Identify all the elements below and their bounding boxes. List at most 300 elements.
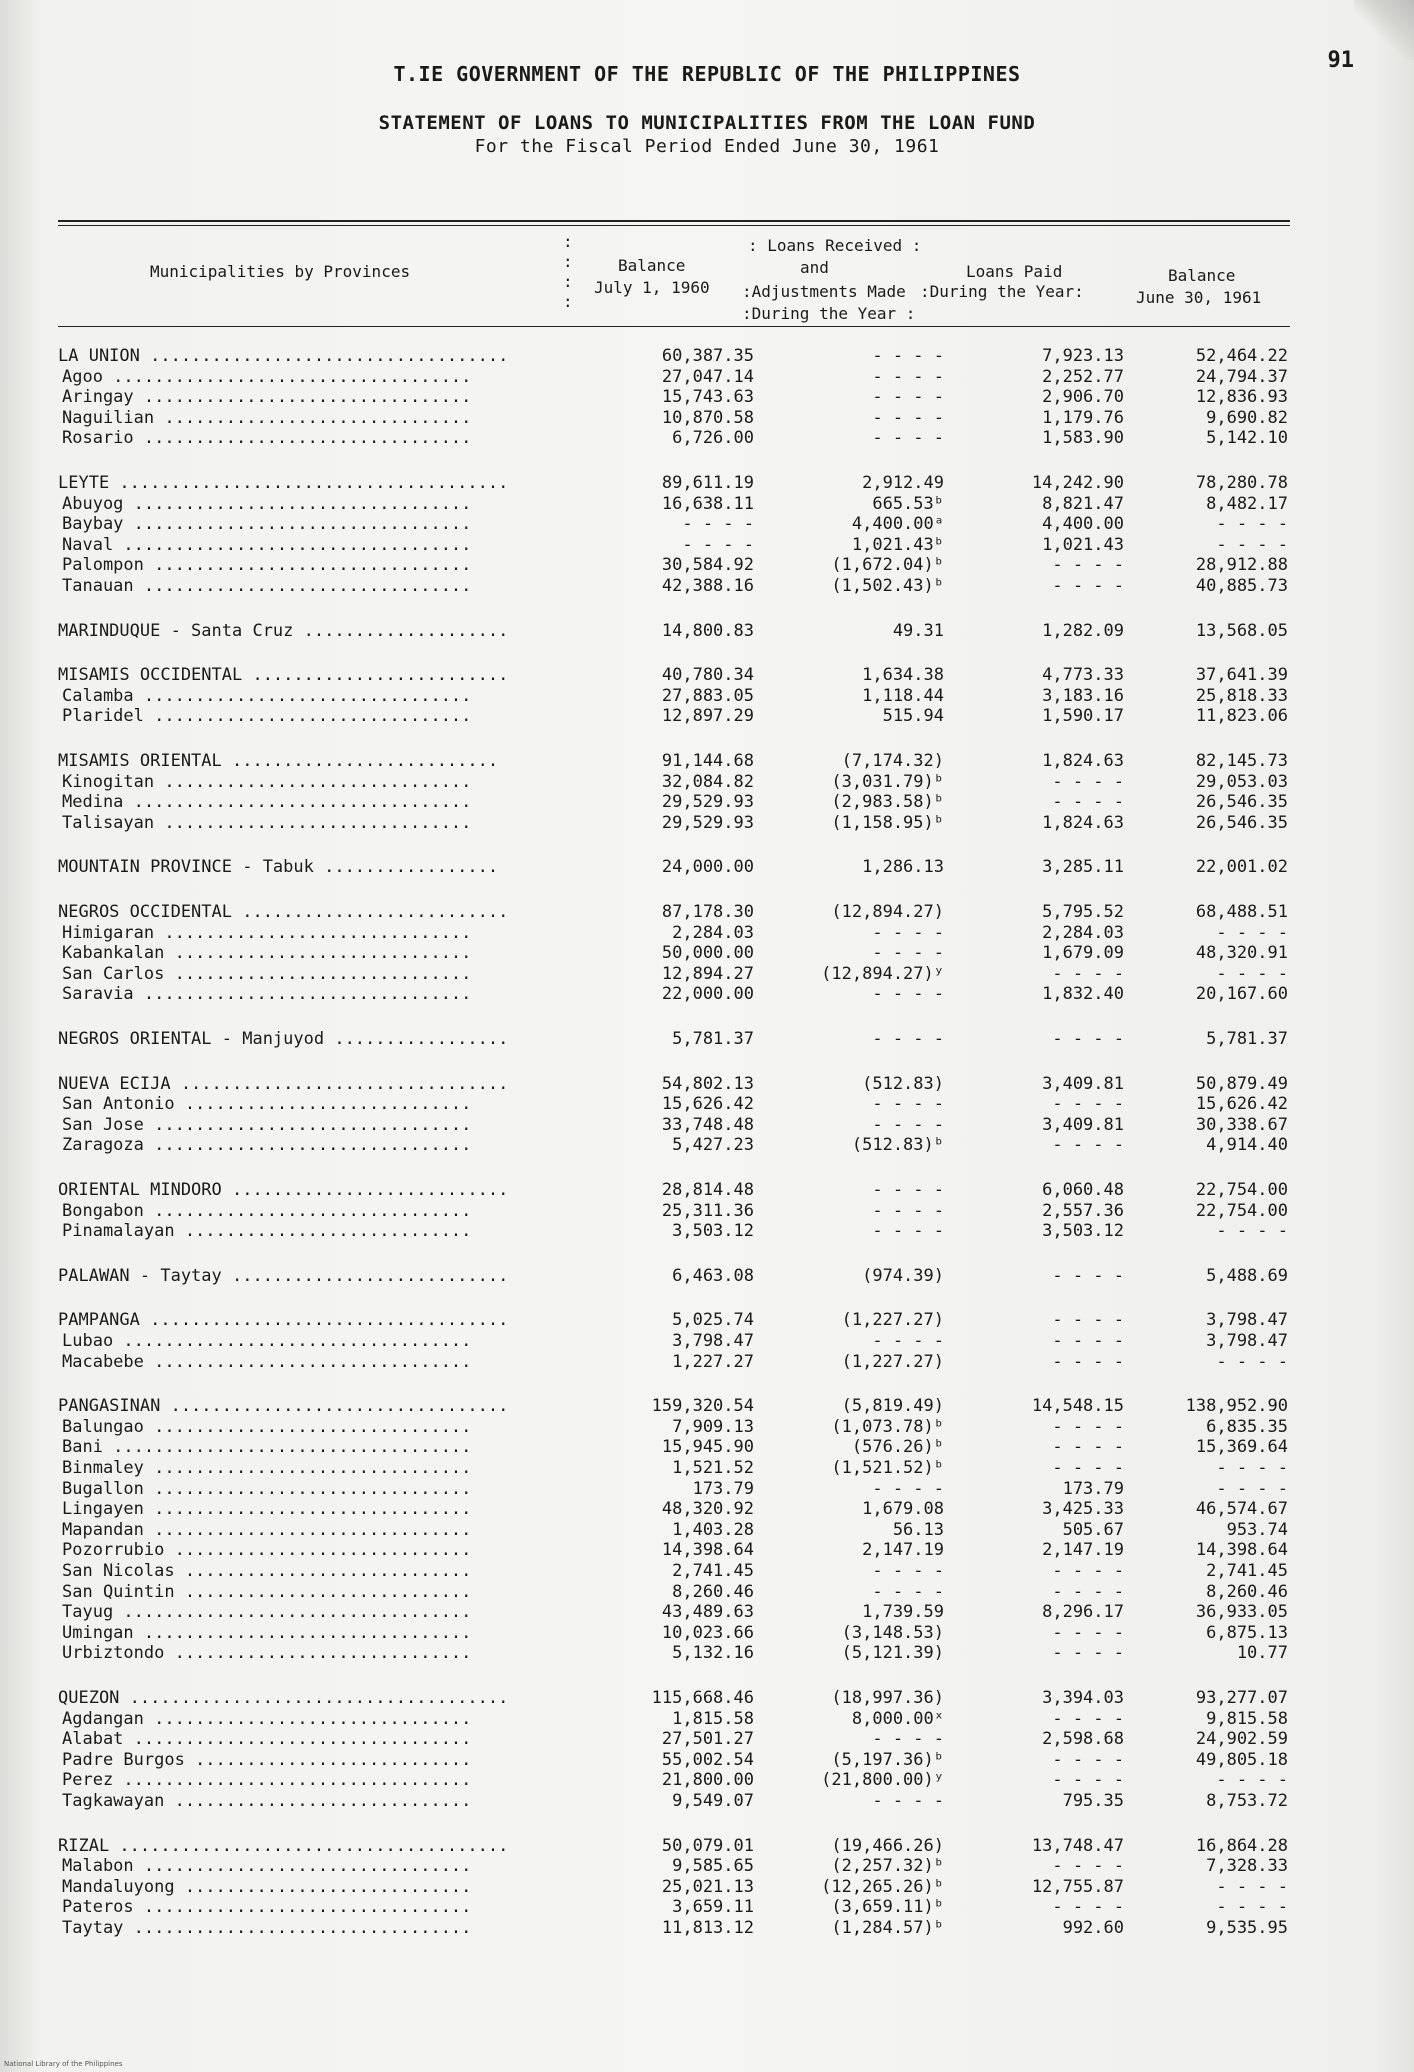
municipality-name: San Nicolas ............................ (62, 1561, 472, 1581)
loans-received-adjustments: - - - - (872, 346, 944, 366)
municipality-row (0, 1856, 1414, 1876)
loans-paid: - - - - (1052, 1458, 1124, 1478)
balance-june-1961: - - - - (1216, 922, 1288, 943)
municipality-row (0, 813, 1414, 833)
loans-received-adjustments: - - - - (872, 922, 944, 943)
balance-july-1960: 7,909.13 (672, 1416, 754, 1437)
loans-received-adjustments: - - - - (872, 366, 944, 387)
loans-paid: - - - - (1052, 576, 1124, 596)
balance-june-1961: 29,053.03 (1195, 771, 1288, 792)
loans-paid: - - - - (1052, 963, 1124, 984)
municipality-name: Saravia ................................ (62, 984, 472, 1005)
loans-paid: 4,400.00 (1042, 514, 1124, 535)
balance-july-1960: 12,897.29 (661, 706, 754, 727)
balance-july-1960: - - - - (682, 514, 754, 535)
loans-paid: 13,748.47 (1031, 1835, 1124, 1856)
balance-july-1960: 27,047.14 (661, 366, 754, 387)
balance-june-1961: 78,280.78 (1195, 473, 1288, 493)
balance-july-1960: 5,781.37 (672, 1029, 754, 1049)
municipality-name: NEGROS OCCIDENTAL .......................... (58, 902, 509, 922)
balance-june-1961: - - - - (1216, 1478, 1288, 1499)
province-row (0, 665, 1414, 685)
balance-july-1960: 115,668.46 (651, 1688, 754, 1708)
header-loans-received-and: and (800, 258, 829, 277)
loans-received-adjustments: 515.94 (882, 706, 944, 727)
loans-received-adjustments: (19,466.26) (831, 1835, 944, 1856)
loans-paid: 795.35 (1062, 1791, 1124, 1811)
balance-june-1961: 6,835.35 (1206, 1416, 1288, 1437)
balance-july-1960: 48,320.92 (661, 1499, 754, 1520)
balance-june-1961: 953.74 (1226, 1519, 1288, 1540)
balance-july-1960: 15,743.63 (661, 387, 754, 408)
municipality-name: San Antonio ............................ (62, 1094, 472, 1115)
municipality-row (0, 367, 1414, 387)
header-separator: : : : : (563, 232, 573, 311)
balance-june-1961: 2,741.45 (1206, 1561, 1288, 1581)
balance-june-1961: 138,952.90 (1185, 1396, 1288, 1417)
balance-june-1961: 46,574.67 (1195, 1499, 1288, 1520)
balance-june-1961: 3,798.47 (1206, 1310, 1288, 1331)
balance-june-1961: 20,167.60 (1195, 984, 1288, 1005)
balance-june-1961: - - - - (1216, 1770, 1288, 1791)
municipality-row (0, 1709, 1414, 1729)
municipality-name: Rosario ................................ (62, 428, 472, 449)
balance-june-1961: 7,328.33 (1206, 1856, 1288, 1877)
balance-june-1961: 22,754.00 (1195, 1200, 1288, 1221)
municipality-name: NUEVA ECIJA ................................ (58, 1073, 509, 1094)
municipality-name: Pozorrubio ............................. (62, 1540, 472, 1561)
municipality-name: Zaragoza ............................... (62, 1135, 472, 1156)
municipality-row (0, 1201, 1414, 1221)
loans-paid: - - - - (1052, 1094, 1124, 1115)
balance-july-1960: 3,798.47 (672, 1331, 754, 1351)
municipality-name: Plaridel ............................... (62, 706, 472, 727)
loans-received-adjustments: 4,400.00ᵃ (851, 514, 944, 535)
municipality-name: Macabebe ............................... (62, 1351, 472, 1372)
municipality-row (0, 1897, 1414, 1917)
loans-received-adjustments: (3,148.53) (841, 1622, 944, 1643)
balance-july-1960: 16,638.11 (661, 493, 754, 514)
municipality-row (0, 1750, 1414, 1770)
loans-received-adjustments: - - - - (872, 407, 944, 428)
loans-paid: 5,795.52 (1042, 902, 1124, 922)
loans-received-adjustments: (1,227.27) (841, 1351, 944, 1372)
loans-received-adjustments: (974.39) (862, 1265, 944, 1286)
loans-received-adjustments: (1,158.95)ᵇ (831, 812, 944, 833)
loans-received-adjustments: (512.83)ᵇ (851, 1135, 944, 1156)
municipality-row (0, 1135, 1414, 1155)
municipality-name: Himigaran .............................. (62, 922, 472, 943)
document-title: T.IE GOVERNMENT OF THE REPUBLIC OF THE PHILIPPINES (393, 62, 1021, 86)
municipality-name: Pateros ................................ (62, 1897, 472, 1918)
loans-received-adjustments: - - - - (872, 1478, 944, 1499)
balance-july-1960: 40,780.34 (661, 665, 754, 686)
municipality-row (0, 1602, 1414, 1622)
municipality-name: Baybay ................................. (62, 514, 472, 535)
balance-june-1961: 30,338.67 (1195, 1114, 1288, 1135)
balance-june-1961: 11,823.06 (1195, 706, 1288, 727)
header-during-year: :During the Year : (742, 304, 916, 323)
municipality-name: San Quintin ............................ (62, 1581, 472, 1602)
balance-june-1961: - - - - (1216, 1458, 1288, 1478)
balance-july-1960: 25,021.13 (661, 1876, 754, 1897)
loans-paid: - - - - (1052, 1897, 1124, 1918)
balance-july-1960: - - - - (682, 534, 754, 555)
loans-paid: 4,773.33 (1042, 665, 1124, 686)
municipality-row (0, 1221, 1414, 1241)
loans-received-adjustments: 1,286.13 (862, 857, 944, 878)
balance-july-1960: 15,945.90 (661, 1437, 754, 1458)
balance-june-1961: 15,369.64 (1195, 1437, 1288, 1458)
loans-received-adjustments: (12,894.27) (831, 902, 944, 922)
page-number: 91 (1327, 48, 1354, 73)
municipality-name: PALAWAN - Taytay ........................... (58, 1265, 509, 1286)
balance-july-1960: 12,894.27 (661, 963, 754, 984)
municipality-row (0, 1540, 1414, 1560)
municipality-row (0, 1115, 1414, 1135)
balance-june-1961: - - - - (1216, 963, 1288, 984)
balance-july-1960: 60,387.35 (661, 346, 754, 366)
municipality-row (0, 1437, 1414, 1457)
loans-received-adjustments: 665.53ᵇ (872, 493, 944, 514)
loans-paid: 2,557.36 (1042, 1200, 1124, 1221)
balance-june-1961: 10.77 (1236, 1643, 1288, 1664)
municipality-name: Bani ................................... (62, 1437, 472, 1458)
balance-june-1961: 36,933.05 (1195, 1602, 1288, 1623)
municipality-row (0, 923, 1414, 943)
loans-received-adjustments: (5,819.49) (841, 1396, 944, 1417)
balance-june-1961: - - - - (1216, 514, 1288, 535)
balance-july-1960: 1,227.27 (672, 1351, 754, 1372)
header-top-rule (58, 220, 1290, 222)
municipality-name: Naguilian .............................. (62, 407, 472, 428)
loans-paid: 2,252.77 (1042, 366, 1124, 387)
balance-june-1961: 82,145.73 (1195, 751, 1288, 771)
loans-received-adjustments: (512.83) (862, 1073, 944, 1094)
balance-july-1960: 91,144.68 (661, 751, 754, 771)
municipality-name: PAMPANGA ................................... (58, 1310, 509, 1331)
balance-june-1961: 13,568.05 (1195, 620, 1288, 641)
municipality-name: Calamba ................................ (62, 685, 472, 706)
loans-received-adjustments: (2,983.58)ᵇ (831, 792, 944, 813)
balance-july-1960: 43,489.63 (661, 1602, 754, 1623)
loans-received-adjustments: - - - - (872, 1729, 944, 1750)
loans-received-adjustments: (3,031.79)ᵇ (831, 771, 944, 792)
municipality-row (0, 535, 1414, 555)
balance-july-1960: 2,741.45 (672, 1561, 754, 1581)
province-row (0, 346, 1414, 366)
balance-june-1961: - - - - (1216, 1876, 1288, 1897)
municipality-row (0, 943, 1414, 963)
header-loans-received: : Loans Received : (748, 236, 922, 255)
loans-received-adjustments: (12,894.27)ʸ (821, 963, 944, 984)
loans-paid: - - - - (1052, 1561, 1124, 1581)
province-row (0, 1836, 1414, 1856)
loans-received-adjustments: - - - - (872, 1200, 944, 1221)
balance-july-1960: 14,398.64 (661, 1540, 754, 1561)
balance-july-1960: 3,659.11 (672, 1897, 754, 1918)
balance-july-1960: 5,025.74 (672, 1310, 754, 1331)
loans-received-adjustments: (1,073.78)ᵇ (831, 1416, 944, 1437)
loans-paid: - - - - (1052, 1770, 1124, 1791)
municipality-row (0, 514, 1414, 534)
municipality-name: Umingan ................................ (62, 1622, 472, 1643)
loans-paid: - - - - (1052, 1437, 1124, 1458)
balance-june-1961: 24,794.37 (1195, 366, 1288, 387)
municipality-name: MISAMIS ORIENTAL .......................... (58, 751, 499, 771)
loans-paid: 12,755.87 (1031, 1876, 1124, 1897)
loans-received-adjustments: 2,912.49 (862, 473, 944, 493)
municipality-name: Aringay ................................ (62, 387, 472, 408)
municipality-name: Bugallon ............................... (62, 1478, 472, 1499)
loans-paid: 3,394.03 (1042, 1688, 1124, 1708)
province-row (0, 1310, 1414, 1330)
loans-received-adjustments: (12,265.26)ᵇ (821, 1876, 944, 1897)
balance-july-1960: 21,800.00 (661, 1770, 754, 1791)
loans-paid: 2,284.03 (1042, 922, 1124, 943)
balance-july-1960: 159,320.54 (651, 1396, 754, 1417)
loans-paid: 3,503.12 (1042, 1221, 1124, 1242)
province-row (0, 1688, 1414, 1708)
municipality-name: San Jose ............................... (62, 1114, 472, 1135)
loans-received-adjustments: 56.13 (892, 1519, 944, 1540)
loans-received-adjustments: 2,147.19 (862, 1540, 944, 1561)
header-top-rule-thin (58, 225, 1290, 226)
municipality-name: Lubao .................................. (62, 1331, 472, 1351)
loans-received-adjustments: 1,739.59 (862, 1602, 944, 1623)
loans-paid: 3,425.33 (1042, 1499, 1124, 1520)
loans-paid: - - - - (1052, 771, 1124, 792)
loans-received-adjustments: 8,000.00ˣ (851, 1708, 944, 1729)
balance-july-1960: 27,883.05 (661, 685, 754, 706)
balance-june-1961: 37,641.39 (1195, 665, 1288, 686)
loans-paid: - - - - (1052, 1708, 1124, 1729)
municipality-name: RIZAL ...................................... (58, 1835, 509, 1856)
loans-received-adjustments: - - - - (872, 984, 944, 1005)
loans-paid: - - - - (1052, 1029, 1124, 1049)
municipality-name: Tayug .................................. (62, 1602, 472, 1623)
province-row (0, 902, 1414, 922)
loans-received-adjustments: (1,227.27) (841, 1310, 944, 1331)
loans-received-adjustments: (1,521.52)ᵇ (831, 1458, 944, 1478)
balance-july-1960: 29,529.93 (661, 812, 754, 833)
loans-received-adjustments: 1,021.43ᵇ (851, 534, 944, 555)
municipality-name: Mapandan ............................... (62, 1519, 472, 1540)
balance-july-1960: 5,132.16 (672, 1643, 754, 1664)
loans-paid: 505.67 (1062, 1519, 1124, 1540)
loans-paid: - - - - (1052, 1856, 1124, 1877)
loans-received-adjustments: (2,257.32)ᵇ (831, 1856, 944, 1877)
balance-july-1960: 22,000.00 (661, 984, 754, 1005)
loans-paid: 1,824.63 (1042, 751, 1124, 771)
province-row (0, 473, 1414, 493)
province-row (0, 1266, 1414, 1286)
municipality-row (0, 494, 1414, 514)
loans-paid: 173.79 (1062, 1478, 1124, 1499)
province-row (0, 751, 1414, 771)
balance-june-1961: 16,864.28 (1195, 1835, 1288, 1856)
balance-june-1961: 8,482.17 (1206, 493, 1288, 514)
municipality-name: San Carlos ............................. (62, 963, 472, 984)
header-loans-paid-during: :During the Year: (920, 282, 1084, 301)
loans-received-adjustments: (1,284.57)ᵇ (831, 1918, 944, 1938)
loans-paid: - - - - (1052, 1331, 1124, 1351)
loans-paid: 992.60 (1062, 1918, 1124, 1938)
loans-paid: - - - - (1052, 792, 1124, 813)
loans-paid: - - - - (1052, 1581, 1124, 1602)
municipality-row (0, 1791, 1414, 1811)
balance-june-1961: 14,398.64 (1195, 1540, 1288, 1561)
municipality-name: Agoo ................................... (62, 366, 472, 387)
loans-paid: 1,679.09 (1042, 943, 1124, 964)
loans-paid: 2,906.70 (1042, 387, 1124, 408)
municipality-name: Balungao ............................... (62, 1416, 472, 1437)
balance-july-1960: 29,529.93 (661, 792, 754, 813)
municipality-row (0, 576, 1414, 596)
fiscal-period: For the Fiscal Period Ended June 30, 1961 (474, 136, 940, 157)
balance-july-1960: 11,813.12 (661, 1918, 754, 1938)
loans-paid: - - - - (1052, 1643, 1124, 1664)
loans-received-adjustments: - - - - (872, 1094, 944, 1115)
municipality-row (0, 984, 1414, 1004)
loans-paid: 1,590.17 (1042, 706, 1124, 727)
municipality-name: Urbiztondo ............................. (62, 1643, 472, 1664)
balance-july-1960: 6,726.00 (672, 428, 754, 449)
municipality-row (0, 1479, 1414, 1499)
loans-paid: 1,021.43 (1042, 534, 1124, 555)
municipality-name: Naval .................................. (62, 534, 472, 555)
balance-june-1961: 48,320.91 (1195, 943, 1288, 964)
municipality-row (0, 1561, 1414, 1581)
loans-paid: 3,285.11 (1042, 857, 1124, 878)
balance-july-1960: 6,463.08 (672, 1265, 754, 1286)
municipality-name: Mandaluyong ............................ (62, 1876, 472, 1897)
loans-paid: - - - - (1052, 1135, 1124, 1156)
municipality-name: MARINDUQUE - Santa Cruz .................... (58, 620, 509, 641)
loans-paid: - - - - (1052, 1416, 1124, 1437)
balance-june-1961: 8,260.46 (1206, 1581, 1288, 1602)
province-row (0, 621, 1414, 641)
balance-june-1961: 52,464.22 (1195, 346, 1288, 366)
municipality-row (0, 408, 1414, 428)
loans-paid: 1,179.76 (1042, 407, 1124, 428)
municipality-row (0, 1520, 1414, 1540)
municipality-name: Tagkawayan ............................. (62, 1791, 472, 1811)
municipality-row (0, 1877, 1414, 1897)
loans-received-adjustments: - - - - (872, 1180, 944, 1200)
municipality-name: LEYTE ...................................... (58, 473, 509, 493)
balance-july-1960: 42,388.16 (661, 576, 754, 596)
municipality-row (0, 1729, 1414, 1749)
balance-june-1961: - - - - (1216, 534, 1288, 555)
municipality-row (0, 1331, 1414, 1351)
balance-june-1961: 5,142.10 (1206, 428, 1288, 449)
loans-received-adjustments: 49.31 (892, 620, 944, 641)
loans-paid: 3,183.16 (1042, 685, 1124, 706)
municipality-row (0, 1499, 1414, 1519)
loans-received-adjustments: (1,502.43)ᵇ (831, 576, 944, 596)
municipality-row (0, 772, 1414, 792)
header-municipalities: Municipalities by Provinces (150, 262, 411, 281)
municipality-name: NEGROS ORIENTAL - Manjuyod ................. (58, 1029, 509, 1049)
loans-paid: 1,282.09 (1042, 620, 1124, 641)
balance-july-1960: 1,815.58 (672, 1708, 754, 1729)
balance-june-1961: - - - - (1216, 1897, 1288, 1918)
loans-received-adjustments: 1,118.44 (862, 685, 944, 706)
statement-title: STATEMENT OF LOANS TO MUNICIPALITIES FROM THE LOAN FUND (378, 112, 1036, 134)
loans-paid: 2,598.68 (1042, 1729, 1124, 1750)
loans-received-adjustments: - - - - (872, 387, 944, 408)
municipality-name: Tanauan ................................ (62, 576, 472, 596)
balance-june-1961: 4,914.40 (1206, 1135, 1288, 1156)
balance-june-1961: 68,488.51 (1195, 902, 1288, 922)
municipality-name: MISAMIS OCCIDENTAL ......................... (58, 665, 509, 686)
loans-received-adjustments: - - - - (872, 1561, 944, 1581)
municipality-name: LA UNION ................................... (58, 346, 509, 366)
loans-received-adjustments: 1,679.08 (862, 1499, 944, 1520)
source-footer: National Library of the Philippines (4, 2060, 123, 2068)
loans-received-adjustments: (18,997.36) (831, 1688, 944, 1708)
balance-june-1961: 5,781.37 (1206, 1029, 1288, 1049)
municipality-row (0, 1918, 1414, 1938)
loans-received-adjustments: (1,672.04)ᵇ (831, 555, 944, 576)
municipality-row (0, 792, 1414, 812)
balance-july-1960: 87,178.30 (661, 902, 754, 922)
loans-paid: - - - - (1052, 1749, 1124, 1770)
loans-paid: 8,821.47 (1042, 493, 1124, 514)
balance-june-1961: 5,488.69 (1206, 1265, 1288, 1286)
balance-june-1961: 6,875.13 (1206, 1622, 1288, 1643)
loans-paid: 3,409.81 (1042, 1073, 1124, 1094)
municipality-row (0, 1582, 1414, 1602)
balance-june-1961: 9,815.58 (1206, 1708, 1288, 1729)
loans-paid: 6,060.48 (1042, 1180, 1124, 1200)
municipality-name: Abuyog ................................. (62, 493, 472, 514)
balance-july-1960: 50,000.00 (661, 943, 754, 964)
balance-june-1961: 49,805.18 (1195, 1749, 1288, 1770)
balance-july-1960: 2,284.03 (672, 922, 754, 943)
balance-june-1961: 22,754.00 (1195, 1180, 1288, 1200)
balance-june-1961: 22,001.02 (1195, 857, 1288, 878)
balance-july-1960: 1,403.28 (672, 1519, 754, 1540)
loans-paid: 14,548.15 (1031, 1396, 1124, 1417)
municipality-name: Perez .................................. (62, 1770, 472, 1791)
balance-july-1960: 173.79 (692, 1478, 754, 1499)
page-corner-curl (1354, 0, 1414, 60)
header-balance-end-date: June 30, 1961 (1136, 288, 1262, 307)
province-row (0, 1029, 1414, 1049)
balance-july-1960: 8,260.46 (672, 1581, 754, 1602)
loans-paid: - - - - (1052, 1622, 1124, 1643)
municipality-name: Taytay ................................. (62, 1918, 472, 1938)
loans-paid: 3,409.81 (1042, 1114, 1124, 1135)
municipality-row (0, 428, 1414, 448)
balance-june-1961: 24,902.59 (1195, 1729, 1288, 1750)
loans-received-adjustments: - - - - (872, 1331, 944, 1351)
municipality-name: MOUNTAIN PROVINCE - Tabuk ................. (58, 857, 499, 878)
municipality-name: Padre Burgos ........................... (62, 1749, 472, 1770)
loans-received-adjustments: - - - - (872, 1029, 944, 1049)
balance-july-1960: 24,000.00 (661, 857, 754, 878)
municipality-name: Medina ................................. (62, 792, 472, 813)
municipality-row (0, 1643, 1414, 1663)
municipality-name: PANGASINAN ................................. (58, 1396, 509, 1417)
loans-paid: 7,923.13 (1042, 346, 1124, 366)
loans-received-adjustments: (7,174.32) (841, 751, 944, 771)
balance-july-1960: 54,802.13 (661, 1073, 754, 1094)
header-balance-end: Balance (1168, 266, 1236, 285)
balance-june-1961: 25,818.33 (1195, 685, 1288, 706)
